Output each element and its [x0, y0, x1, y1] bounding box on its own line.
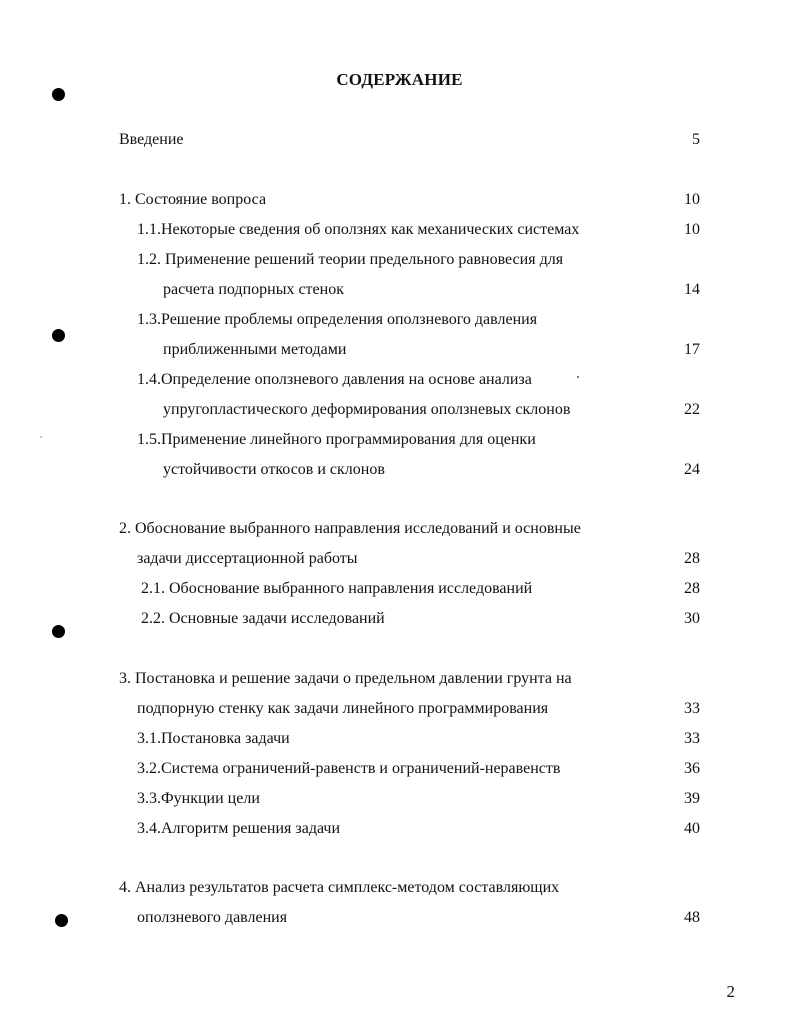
toc-entry-text: 3.3.Функции цели — [137, 790, 260, 807]
toc-entry — [0, 189, 799, 211]
toc-entry-page: 17 — [684, 341, 700, 358]
toc-entry — [0, 698, 799, 720]
toc-entry — [0, 518, 799, 540]
toc-entry-text: 1.4.Определение оползневого давления на основе анализа — [137, 371, 532, 388]
toc-entry-text: подпорную стенку как задачи линейного программирования — [137, 700, 549, 717]
toc-entry — [0, 907, 799, 929]
toc-entry — [0, 728, 799, 750]
toc-entry-page: 22 — [684, 401, 700, 418]
toc-entry — [0, 309, 799, 331]
toc-entry-text: расчета подпорных стенок — [163, 281, 344, 298]
toc-entry-text: 3.1.Постановка задачи — [137, 730, 290, 747]
toc-entry-text: 2.2. Основные задачи исследований — [141, 610, 385, 627]
toc-entry-page: 10 — [684, 191, 700, 208]
toc-entry-text: 1.1.Некоторые сведения об оползнях как механических системах — [137, 221, 580, 238]
toc-entry — [0, 877, 799, 899]
toc-entry-page: 48 — [684, 909, 700, 926]
toc-entry-page: 40 — [684, 820, 700, 837]
toc-entry-text: 1.5.Применение линейного программирования для оценки — [137, 431, 536, 448]
toc-entry — [0, 219, 799, 241]
toc-entry-text: 2. Обоснование выбранного направления исследований и основные — [119, 520, 581, 537]
toc-entry — [0, 578, 799, 600]
toc-entry-text: 3.4.Алгоритм решения задачи — [137, 820, 341, 837]
toc-entry — [0, 758, 799, 780]
toc-entry-page: 28 — [684, 580, 700, 597]
toc-entry-page: 30 — [684, 610, 700, 627]
toc-entry-page: 24 — [684, 461, 700, 478]
toc-entry-text: упругопластического деформирования оползневых склонов — [163, 401, 571, 418]
toc-entry-page: 14 — [684, 281, 700, 298]
toc-entry-text: оползневого давления — [137, 909, 288, 926]
toc-entry — [0, 788, 799, 810]
toc-entry-text: приближенными методами — [163, 341, 347, 358]
toc-entry — [0, 429, 799, 451]
toc-entry-page: 36 — [684, 760, 700, 777]
toc-entry-text: 1. Состояние вопроса — [119, 191, 267, 208]
toc-entry-page: 33 — [684, 700, 700, 717]
toc-entry — [0, 279, 799, 301]
toc-entry-text: 1.2. Применение решений теории предельного равновесия для — [137, 251, 564, 268]
toc-entry-text: 3.2.Система ограничений-равенств и ограничений-неравенств — [137, 760, 561, 777]
toc-entry — [0, 548, 799, 570]
toc-entry-text: устойчивости откосов и склонов — [163, 461, 385, 478]
toc-entry — [0, 339, 799, 361]
toc-entry — [0, 369, 799, 391]
page-number: 2 — [726, 982, 735, 1001]
toc-entry — [0, 668, 799, 690]
toc-entry-text: Введение — [119, 131, 184, 148]
toc-entry — [0, 129, 799, 151]
toc-entry-page: 5 — [692, 131, 700, 148]
toc-entry-page: 28 — [684, 550, 700, 567]
toc-entry-page: 39 — [684, 790, 700, 807]
toc-entry — [0, 399, 799, 421]
toc-entry-page: 33 — [684, 730, 700, 747]
toc-entry-page: 10 — [684, 221, 700, 238]
toc-entry — [0, 249, 799, 271]
toc-entry-text: 3. Постановка и решение задачи о предельном давлении грунта на — [119, 670, 572, 687]
toc-entry-text: 2.1. Обоснование выбранного направления исследований — [141, 580, 533, 597]
toc-entry-text: 4. Анализ результатов расчета симплекс-методом составляющих — [119, 879, 560, 896]
page-title: СОДЕРЖАНИЕ — [336, 70, 463, 89]
toc-entry-text: 1.3.Решение проблемы определения оползневого давления — [137, 311, 538, 328]
toc-entry — [0, 459, 799, 481]
toc-entry — [0, 608, 799, 630]
toc-entry-text: задачи диссертационной работы — [137, 550, 358, 567]
toc-entry — [0, 818, 799, 840]
